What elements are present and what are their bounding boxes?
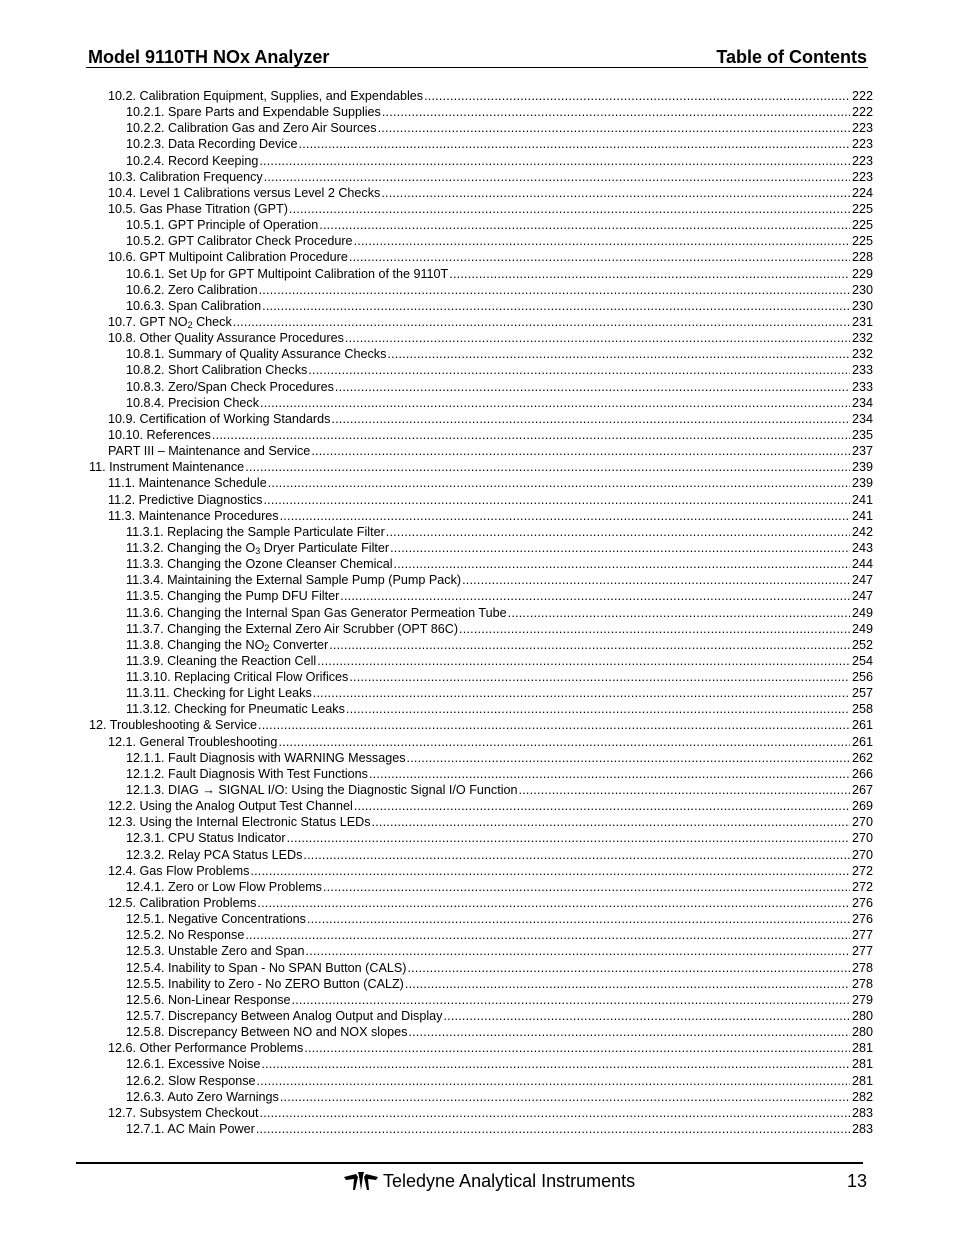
toc-entry[interactable]	[89, 1040, 873, 1056]
toc-entry[interactable]	[89, 750, 873, 766]
toc-entry-title: 12.3.1. CPU Status Indicator	[126, 831, 286, 846]
toc-entry-title: 10.8.4. Precision Check	[126, 395, 260, 410]
toc-entry-title: 12.1.3. DIAG → SIGNAL I/O: Using the Diagnostic Signal I/O Function	[126, 783, 518, 798]
dot-leader	[329, 637, 850, 653]
toc-entry[interactable]	[89, 766, 873, 782]
company-name: Teledyne Analytical Instruments	[383, 1170, 636, 1191]
toc-entry[interactable]	[89, 524, 873, 540]
toc-entry[interactable]	[89, 992, 873, 1008]
dot-leader	[233, 314, 850, 330]
toc-entry-page: 252	[851, 637, 873, 652]
toc-entry[interactable]	[89, 233, 873, 249]
toc-entry-page: 235	[851, 427, 873, 442]
dot-leader	[340, 588, 850, 604]
toc-entry[interactable]	[89, 830, 873, 846]
toc-entry[interactable]	[89, 249, 873, 265]
dot-leader	[259, 282, 850, 298]
toc-entry[interactable]	[89, 395, 873, 411]
toc-entry-page: 269	[851, 799, 873, 814]
toc-entry-title: 12.1. General Troubleshooting	[108, 734, 278, 749]
toc-entry[interactable]	[89, 637, 873, 653]
dot-leader	[304, 1040, 850, 1056]
toc-entry-title: 11.1. Maintenance Schedule	[108, 476, 267, 491]
dot-leader	[245, 459, 850, 475]
dot-leader	[261, 1056, 850, 1072]
toc-entry-page: 229	[851, 266, 873, 281]
toc-entry-title: 12.5.2. No Response	[126, 928, 245, 943]
toc-entry-page: 277	[851, 944, 873, 959]
document-title: Model 9110TH NOx Analyzer	[88, 47, 330, 67]
toc-entry-page: 249	[851, 621, 873, 636]
dot-leader	[345, 330, 850, 346]
toc-entry[interactable]	[89, 556, 873, 572]
toc-entry-title: 11.3.6. Changing the Internal Span Gas Generator Permeation Tube	[126, 605, 507, 620]
dot-leader	[443, 1008, 850, 1024]
toc-entry-title: 12.6.2. Slow Response	[126, 1073, 256, 1088]
toc-entry-page: 276	[851, 896, 873, 911]
dot-leader	[459, 621, 850, 637]
toc-entry-page: 228	[851, 250, 873, 265]
toc-entry-page: 223	[851, 137, 873, 152]
toc-entry-title: 12.7.1. AC Main Power	[126, 1122, 255, 1136]
dot-leader	[394, 556, 851, 572]
dot-leader	[354, 798, 850, 814]
toc-entry[interactable]	[89, 588, 873, 604]
dot-leader	[372, 814, 850, 830]
toc-entry-title: 11.3.5. Changing the Pump DFU Filter	[126, 589, 340, 604]
toc-entry-page: 242	[851, 524, 873, 539]
page-footer	[344, 1168, 867, 1194]
toc-entry-title: 11.3.9. Cleaning the Reaction Cell	[126, 653, 317, 668]
toc-entry-page: 278	[851, 960, 873, 975]
toc-entry-page: 276	[851, 912, 873, 927]
toc-entry-page: 239	[851, 460, 873, 475]
toc-entry-title: 11.3.2. Changing the $O_3$ Dryer Particulate Filter	[126, 540, 390, 556]
toc-entry-page: 231	[851, 314, 873, 329]
toc-entry-page: 254	[851, 653, 873, 668]
toc-entry[interactable]	[89, 540, 873, 556]
toc-entry-title: 11. Instrument Maintenance	[89, 460, 245, 475]
dot-leader	[390, 540, 850, 556]
toc-entry-title: 10.2.3. Data Recording Device	[126, 137, 298, 152]
page-number: 13	[846, 1170, 867, 1191]
toc-entry-title: 12.1.1. Fault Diagnosis with WARNING Messages	[126, 750, 406, 765]
subscript: 2	[264, 642, 270, 653]
table-of-contents	[89, 88, 873, 1137]
dot-leader	[303, 847, 850, 863]
toc-entry-page: 258	[851, 702, 873, 717]
toc-entry-title: 12.5. Calibration Problems	[108, 896, 257, 911]
dot-leader	[317, 653, 850, 669]
subscript: 2	[187, 319, 193, 330]
toc-entry-page: 225	[851, 218, 873, 233]
dot-leader	[278, 734, 850, 750]
toc-entry[interactable]	[89, 379, 873, 395]
toc-entry[interactable]	[89, 185, 873, 201]
subscript: 3	[255, 545, 261, 556]
toc-entry-title: 10.5.2. GPT Calibrator Check Procedure	[126, 234, 353, 249]
toc-entry-title: 11.3.4. Maintaining the External Sample Pump (Pump Pack)	[126, 573, 462, 588]
toc-entry[interactable]	[89, 411, 873, 427]
toc-entry-page: 243	[851, 540, 873, 555]
toc-entry[interactable]	[89, 927, 873, 943]
toc-entry[interactable]	[89, 605, 873, 621]
toc-entry-title: 10.7. GPT $NO_2$ Check	[108, 314, 232, 330]
toc-entry-page: 267	[851, 783, 873, 798]
toc-entry[interactable]	[89, 282, 873, 298]
toc-entry-page: 270	[851, 815, 873, 830]
dot-leader	[508, 605, 850, 621]
dot-leader	[280, 508, 850, 524]
toc-entry-title: 12.6. Other Performance Problems	[108, 1041, 304, 1056]
toc-entry[interactable]	[89, 459, 873, 475]
toc-entry-page: 223	[851, 169, 873, 184]
page-header	[88, 44, 867, 68]
toc-entry[interactable]	[89, 798, 873, 814]
section-title: Table of Contents	[716, 47, 867, 67]
toc-entry[interactable]	[89, 960, 873, 976]
toc-entry[interactable]	[89, 266, 873, 282]
toc-entry-title: 12.4. Gas Flow Problems	[108, 863, 250, 878]
toc-entry[interactable]	[89, 911, 873, 927]
toc-entry[interactable]	[89, 976, 873, 992]
toc-entry-page: 282	[851, 1089, 873, 1104]
toc-entry-page: 277	[851, 928, 873, 943]
toc-entry-page: 224	[851, 185, 873, 200]
dot-leader	[331, 411, 850, 427]
dot-leader	[462, 572, 850, 588]
toc-entry[interactable]	[89, 427, 873, 443]
toc-entry-page: 230	[851, 282, 873, 297]
dot-leader	[354, 233, 850, 249]
toc-entry-title: 12.5.4. Inability to Span - No SPAN Button (CALS)	[126, 960, 407, 975]
toc-entry-page: 266	[851, 766, 873, 781]
dot-leader	[308, 362, 850, 378]
toc-entry-title: 12.7. Subsystem Checkout	[108, 1105, 259, 1120]
dot-leader	[408, 1024, 850, 1040]
dot-leader	[382, 104, 850, 120]
toc-entry[interactable]	[89, 443, 873, 459]
toc-entry-page: 257	[851, 686, 873, 701]
toc-entry-title: 12. Troubleshooting & Service	[89, 718, 258, 733]
dot-leader	[306, 943, 850, 959]
toc-entry-title: 10.10. References	[108, 427, 211, 442]
toc-entry-page: 244	[851, 557, 873, 572]
toc-entry-title: 12.2. Using the Analog Output Test Channel	[108, 799, 353, 814]
toc-entry-title: 11.2. Predictive Diagnostics	[108, 492, 263, 507]
toc-entry-title: 10.8.3. Zero/Span Check Procedures	[126, 379, 334, 394]
dot-leader	[250, 863, 850, 879]
toc-entry-title: 10.9. Certification of Working Standards	[108, 411, 331, 426]
toc-entry-title: 12.5.3. Unstable Zero and Span	[126, 944, 305, 959]
toc-entry-title: 10.5. Gas Phase Titration (GPT)	[108, 201, 288, 216]
dot-leader	[264, 169, 850, 185]
toc-entry-title: 11.3.8. Changing the $NO_2$ Converter	[126, 637, 329, 653]
toc-entry[interactable]	[89, 701, 873, 717]
toc-entry-title: 12.1.2. Fault Diagnosis With Test Functions	[126, 766, 368, 781]
dot-leader	[259, 153, 850, 169]
toc-entry-page: 233	[851, 363, 873, 378]
toc-entry[interactable]	[89, 346, 873, 362]
toc-entry[interactable]	[89, 1024, 873, 1040]
toc-entry-page: 261	[851, 718, 873, 733]
toc-entry-title: 11.3. Maintenance Procedures	[108, 508, 279, 523]
toc-entry-page: 272	[851, 863, 873, 878]
toc-entry[interactable]	[89, 120, 873, 136]
toc-entry[interactable]	[89, 1056, 873, 1072]
toc-entry-title: 12.5.8. Discrepancy Between NO and NOX slopes	[126, 1025, 408, 1040]
dot-leader	[287, 830, 850, 846]
toc-entry-title: 10.8.2. Short Calibration Checks	[126, 363, 308, 378]
toc-entry[interactable]	[89, 1073, 873, 1089]
toc-entry[interactable]	[89, 685, 873, 701]
toc-entry[interactable]	[89, 943, 873, 959]
toc-entry-title: 10.3. Calibration Frequency	[108, 169, 263, 184]
toc-entry[interactable]	[89, 572, 873, 588]
toc-entry-title: 11.3.1. Replacing the Sample Particulate Filter	[126, 524, 385, 539]
toc-entry-page: 283	[851, 1105, 873, 1120]
toc-entry[interactable]	[89, 201, 873, 217]
toc-entry-page: 281	[851, 1073, 873, 1088]
toc-entry[interactable]	[89, 847, 873, 863]
dot-leader	[449, 266, 850, 282]
toc-entry[interactable]	[89, 362, 873, 378]
toc-entry-title: 12.5.6. Non-Linear Response	[126, 992, 291, 1007]
toc-entry-title: 10.4. Level 1 Calibrations versus Level 2 Checks	[108, 185, 381, 200]
toc-entry-page: 223	[851, 121, 873, 136]
toc-entry-page: 225	[851, 234, 873, 249]
dot-leader	[519, 782, 850, 798]
dot-leader	[424, 88, 850, 104]
toc-entry-title: PART III – Maintenance and Service	[108, 444, 311, 459]
toc-entry[interactable]	[89, 621, 873, 637]
toc-entry[interactable]	[89, 136, 873, 152]
dot-leader	[378, 120, 850, 136]
toc-entry-page: 223	[851, 153, 873, 168]
toc-entry-title: 11.3.12. Checking for Pneumatic Leaks	[126, 702, 345, 717]
dot-leader	[212, 427, 850, 443]
toc-entry[interactable]	[89, 104, 873, 120]
dot-leader	[407, 750, 851, 766]
toc-entry-page: 270	[851, 831, 873, 846]
toc-entry[interactable]	[89, 669, 873, 685]
toc-entry[interactable]	[89, 475, 873, 491]
toc-entry[interactable]	[89, 1008, 873, 1024]
toc-entry-title: 12.5.7. Discrepancy Between Analog Output and Display	[126, 1009, 443, 1024]
toc-entry-page: 278	[851, 976, 873, 991]
toc-entry[interactable]	[89, 782, 873, 798]
dot-leader	[263, 492, 850, 508]
toc-entry-title: 12.5.5. Inability to Zero - No ZERO Button (CALZ)	[126, 976, 404, 991]
toc-entry-page: 222	[851, 89, 873, 103]
toc-entry-page: 272	[851, 879, 873, 894]
footer-divider	[76, 1162, 863, 1164]
toc-entry[interactable]	[89, 653, 873, 669]
toc-entry-page: 256	[851, 670, 873, 685]
toc-entry-title: 10.2.1. Spare Parts and Expendable Supplies	[126, 105, 381, 120]
dot-leader	[319, 217, 850, 233]
toc-entry-page: 230	[851, 298, 873, 313]
toc-entry-page: 239	[851, 476, 873, 491]
toc-entry[interactable]	[89, 217, 873, 233]
toc-entry-page: 232	[851, 331, 873, 346]
toc-entry[interactable]	[89, 1089, 873, 1105]
toc-entry-page: 234	[851, 411, 873, 426]
toc-entry-title: 10.5.1. GPT Principle of Operation	[126, 218, 319, 233]
toc-entry-title: 11.3.10. Replacing Critical Flow Orifices	[126, 670, 349, 685]
toc-entry-title: 12.6.3. Auto Zero Warnings	[126, 1089, 279, 1104]
dot-leader	[299, 136, 850, 152]
toc-entry-title: 10.8.1. Summary of Quality Assurance Checks	[126, 347, 387, 362]
toc-entry[interactable]	[89, 330, 873, 346]
toc-entry-title: 12.3. Using the Internal Electronic Status LEDs	[108, 815, 371, 830]
toc-entry-title: 10.6.3. Span Calibration	[126, 298, 262, 313]
toc-entry-title: 10.6. GPT Multipoint Calibration Procedure	[108, 250, 348, 265]
toc-entry-title: 11.3.3. Changing the Ozone Cleanser Chemical	[126, 557, 393, 572]
dot-leader	[386, 524, 850, 540]
toc-entry-page: 283	[851, 1122, 873, 1136]
toc-entry-page: 281	[851, 1041, 873, 1056]
toc-entry[interactable]	[89, 879, 873, 895]
toc-entry-page: 247	[851, 589, 873, 604]
toc-entry-page: 281	[851, 1057, 873, 1072]
toc-entry[interactable]	[89, 88, 873, 104]
toc-entry-page: 241	[851, 508, 873, 523]
toc-entry-page: 279	[851, 992, 873, 1007]
toc-entry[interactable]	[89, 814, 873, 830]
toc-entry-title: 11.3.11. Checking for Light Leaks	[126, 686, 312, 701]
dot-leader	[289, 201, 850, 217]
dot-leader	[369, 766, 850, 782]
toc-entry-title: 12.5.1. Negative Concentrations	[126, 912, 306, 927]
dot-leader	[258, 717, 850, 733]
dot-leader	[260, 1105, 850, 1121]
dot-leader	[311, 443, 850, 459]
toc-entry-page: 280	[851, 1009, 873, 1024]
dot-leader	[280, 1089, 850, 1105]
toc-entry-title: 11.3.7. Changing the External Zero Air Scrubber (OPT 86C)	[126, 621, 459, 636]
toc-entry-title: 10.8. Other Quality Assurance Procedures	[108, 331, 344, 346]
dot-leader	[349, 249, 850, 265]
toc-entry-page: 270	[851, 847, 873, 862]
dot-leader	[349, 669, 850, 685]
toc-entry[interactable]	[89, 508, 873, 524]
toc-entry-page: 241	[851, 492, 873, 507]
dot-leader	[323, 879, 850, 895]
toc-entry[interactable]	[89, 153, 873, 169]
dot-leader	[257, 895, 850, 911]
toc-entry[interactable]	[89, 863, 873, 879]
toc-entry[interactable]	[89, 492, 873, 508]
dot-leader	[405, 976, 850, 992]
toc-entry-page: 237	[851, 444, 873, 459]
dot-leader	[381, 185, 850, 201]
dot-leader	[260, 395, 850, 411]
toc-entry-title: 10.6.1. Set Up for GPT Multipoint Calibration of the 9110T	[126, 266, 449, 281]
toc-entry[interactable]	[89, 717, 873, 733]
toc-entry-title: 10.6.2. Zero Calibration	[126, 282, 258, 297]
teledyne-logo-icon	[344, 1171, 378, 1191]
toc-entry[interactable]	[89, 169, 873, 185]
dot-leader	[387, 346, 850, 362]
toc-entry-title: 10.2. Calibration Equipment, Supplies, and Expendables	[108, 89, 424, 103]
header-divider	[86, 67, 868, 68]
toc-entry[interactable]	[89, 895, 873, 911]
dot-leader	[257, 1073, 850, 1089]
toc-entry-page: 225	[851, 201, 873, 216]
toc-entry-page: 247	[851, 573, 873, 588]
dot-leader	[307, 911, 850, 927]
toc-entry-page: 262	[851, 750, 873, 765]
toc-entry-page: 249	[851, 605, 873, 620]
toc-entry-title: 10.2.4. Record Keeping	[126, 153, 259, 168]
toc-entry-title: 10.2.2. Calibration Gas and Zero Air Sources	[126, 121, 377, 136]
toc-entry[interactable]	[89, 1105, 873, 1121]
toc-entry[interactable]	[89, 1121, 873, 1137]
dot-leader	[245, 927, 850, 943]
toc-entry-title: 12.3.2. Relay PCA Status LEDs	[126, 847, 303, 862]
toc-entry-page: 261	[851, 734, 873, 749]
toc-entry-page: 280	[851, 1025, 873, 1040]
toc-entry-page: 222	[851, 105, 873, 120]
toc-entry[interactable]	[89, 734, 873, 750]
dot-leader	[268, 475, 850, 491]
dot-leader	[256, 1121, 850, 1137]
dot-leader	[335, 379, 850, 395]
dot-leader	[313, 685, 850, 701]
toc-entry-page: 232	[851, 347, 873, 362]
dot-leader	[407, 960, 850, 976]
dot-leader	[292, 992, 850, 1008]
dot-leader	[346, 701, 850, 717]
toc-entry[interactable]	[89, 314, 873, 330]
toc-entry[interactable]	[89, 298, 873, 314]
toc-entry-title: 12.6.1. Excessive Noise	[126, 1057, 261, 1072]
dot-leader	[262, 298, 850, 314]
toc-entry-page: 233	[851, 379, 873, 394]
toc-entry-page: 234	[851, 395, 873, 410]
toc-entry-title: 12.4.1. Zero or Low Flow Problems	[126, 879, 322, 894]
